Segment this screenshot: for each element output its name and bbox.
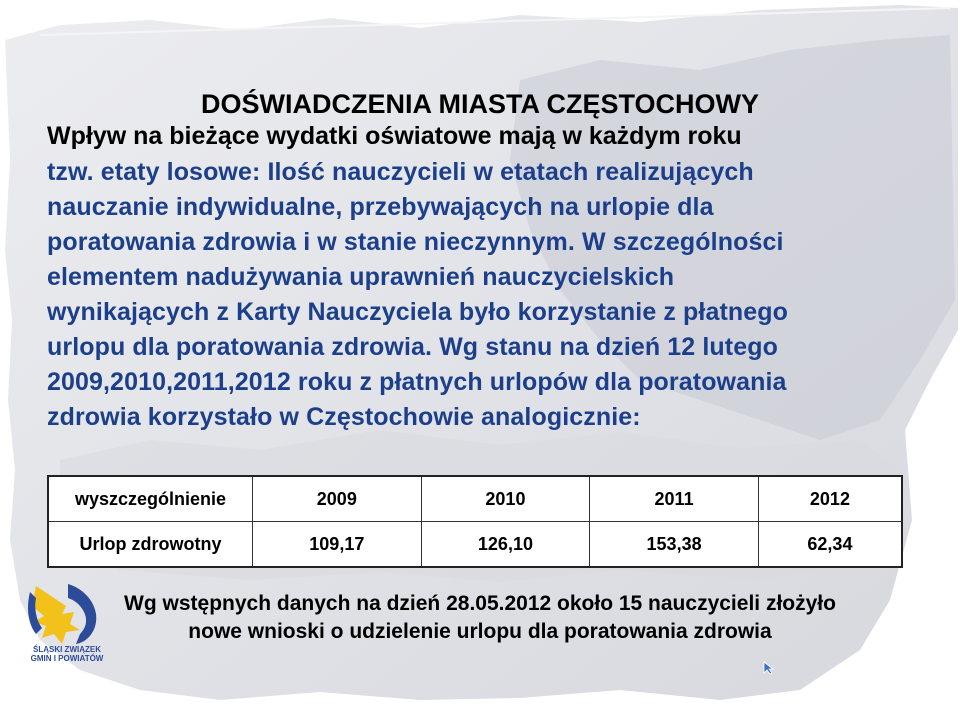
body-line: wynikających z Karty Nauczyciela było korzystanie z płatnego <box>47 298 788 326</box>
footnote-line: Wg wstępnych danych na dzień 28.05.2012 około 15 nauczycieli złożyło <box>124 592 836 615</box>
table-header-cell: 2010 <box>421 476 590 522</box>
body-text <box>47 155 922 435</box>
body-line: poratowania zdrowia i w stanie nieczynnym. W szczególności <box>47 228 784 256</box>
table-header-cell: 2009 <box>253 476 422 522</box>
arrow-pointer-icon <box>763 661 777 675</box>
body-line: tzw. etaty losowe: Ilość nauczycieli w etatach realizujących <box>47 158 754 186</box>
body-line: urlopu dla poratowania zdrowia. Wg stanu na dzień 12 lutego <box>47 333 778 361</box>
table-cell: 126,10 <box>421 522 590 568</box>
table-cell: Urlop zdrowotny <box>48 522 253 568</box>
slide-title: DOŚWIADCZENIA MIASTA CZĘSTOCHOWY <box>201 89 759 119</box>
table-header-cell: 2011 <box>590 476 759 522</box>
table-header-row <box>48 476 902 522</box>
table-cell: 62,34 <box>758 522 902 568</box>
slide-subtitle: Wpływ na bieżące wydatki oświatowe mają w każdym roku <box>47 122 742 150</box>
table-row <box>48 522 902 568</box>
body-line: nauczanie indywidualne, przebywających na urlopie dla <box>47 193 714 221</box>
body-line: 2009,2010,2011,2012 roku z płatnych urlopów dla poratowania <box>47 368 787 396</box>
table-cell: 109,17 <box>253 522 422 568</box>
body-line: elementem nadużywania uprawnień nauczycielskich <box>47 263 675 291</box>
table-header-cell: 2012 <box>758 476 902 522</box>
logo-caption-line: GMIN I POWIATÓW <box>30 654 104 663</box>
logo-caption-line: ŚLĄSKI ZWIĄZEK <box>33 645 101 654</box>
data-table <box>47 475 903 568</box>
footnote <box>60 590 900 646</box>
footnote-line: nowe wnioski o udzielenie urlopu dla poratowania zdrowia <box>188 620 772 643</box>
body-line: zdrowia korzystało w Częstochowie analogicznie: <box>47 403 641 431</box>
logo-caption <box>24 645 110 663</box>
table-header-cell: wyszczególnienie <box>48 476 253 522</box>
table-cell: 153,38 <box>590 522 759 568</box>
